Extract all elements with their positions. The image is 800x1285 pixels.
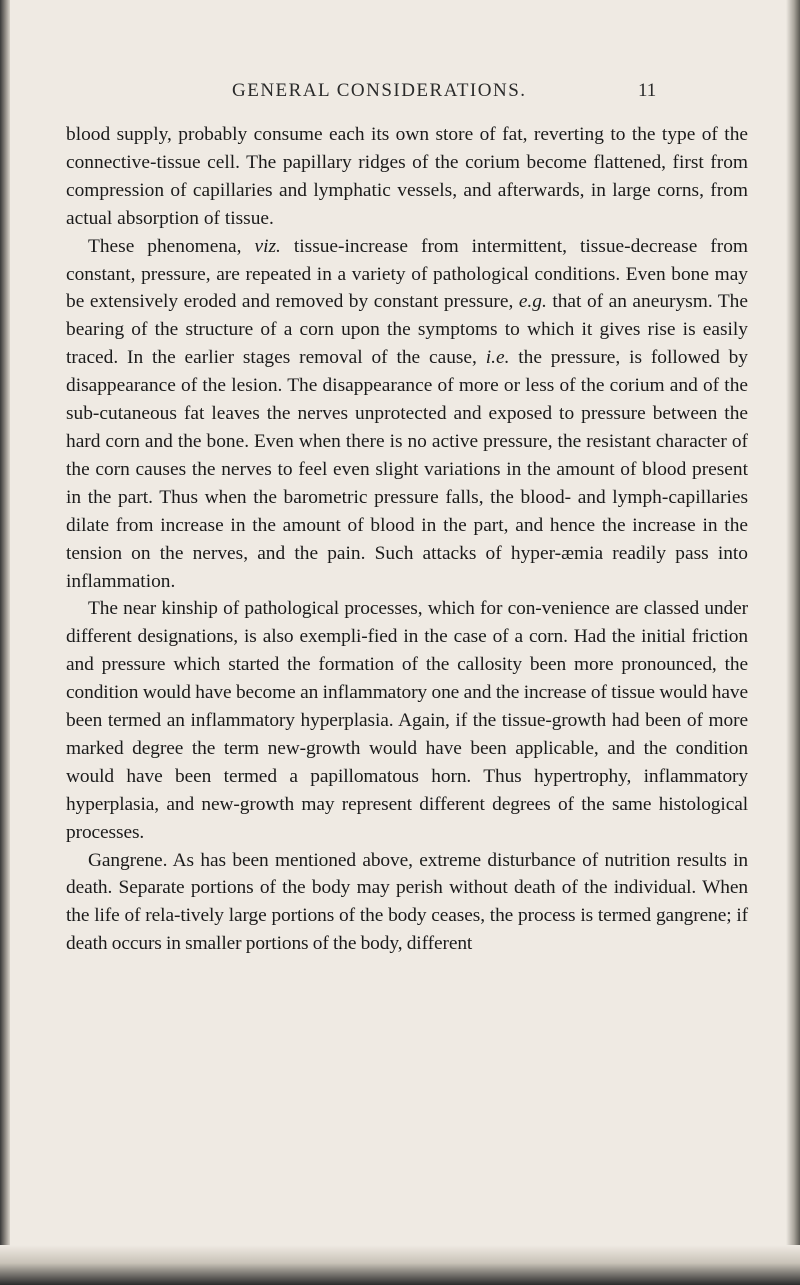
text-run: the pressure, is followed by disappearance of the lesion. The disappearance of more or less of the corium and of the sub-cutaneous fat leaves the nerves unprotected and exposed to pressure between the hard corn and the bone. Even when there is no active pressure, the resistant character of the corn causes the nerves to feel even slight variations in the amount of blood present in the part. Thus when the barometric pressure falls, the blood- and lymph-capillaries dilate from increase in the amount of blood in the part, and hence the increase in the tension on the nerves, and the pain. Such attacks of hyper-æmia readily pass into inflammation. xyxy=(66,347,749,592)
text-run: tissue-increase from intermittent, tissue-decrease from constant, pressure, are repeated in a variety of pathological conditions. Even bone may be extensively eroded and removed by constant pressure, xyxy=(66,235,748,313)
text-run: that of an aneurysm. The bearing of the structure of a corn upon the symptoms to which it gives rise is easily traced. In the earlier stages removal of the cause, xyxy=(66,291,748,369)
paragraph xyxy=(66,595,748,846)
text-run: The near kinship of pathological processes, which for con-venience are classed under different designations, is also exempli-fied in the case of a corn. Had the initial friction and pressure which started the formation of the callosity been more pronounced, the condition would have become an inflammatory one and the increase of tissue would have been termed an inflammatory hyperplasia. Again, if the tissue-growth had been of more marked degree the term new-growth would have been applicable, and the condition would have been termed a papillomatous horn. Thus hypertrophy, inflammatory hyperplasia, and new-growth may represent different degrees of the same histological processes. xyxy=(66,598,748,843)
italic-phrase: i.e. xyxy=(485,347,510,369)
page-number: 11 xyxy=(638,80,657,101)
text-run: blood supply, probably consume each its own store of fat, reverting to the type of the connective-tissue cell. The papillary ridges of the corium become flattened, first from compression of capillaries and lymphatic vessels, and afterwards, in large corns, from actual absorption of tissue. xyxy=(66,124,748,229)
running-title: GENERAL CONSIDERATIONS. xyxy=(232,80,527,101)
paragraph xyxy=(66,847,748,959)
italic-phrase: e.g. xyxy=(518,291,547,313)
running-head xyxy=(0,80,800,102)
text-run: These phenomena, xyxy=(88,235,255,257)
paragraph xyxy=(66,121,748,233)
book-gutter-shadow xyxy=(0,0,10,1285)
page-bottom-shadow xyxy=(0,1245,800,1285)
body-text xyxy=(66,121,748,958)
text-run: Gangrene. As has been mentioned above, extreme disturbance of nutrition results in death. Separate portions of the body may perish without death of the individual. When the life of rela-tively large portions of the body ceases, the process is termed gangrene; if death occurs in smaller portions of the body, different xyxy=(66,849,748,955)
italic-phrase: viz. xyxy=(254,235,281,257)
page-edge-shadow xyxy=(786,0,800,1285)
paragraph xyxy=(66,233,748,596)
